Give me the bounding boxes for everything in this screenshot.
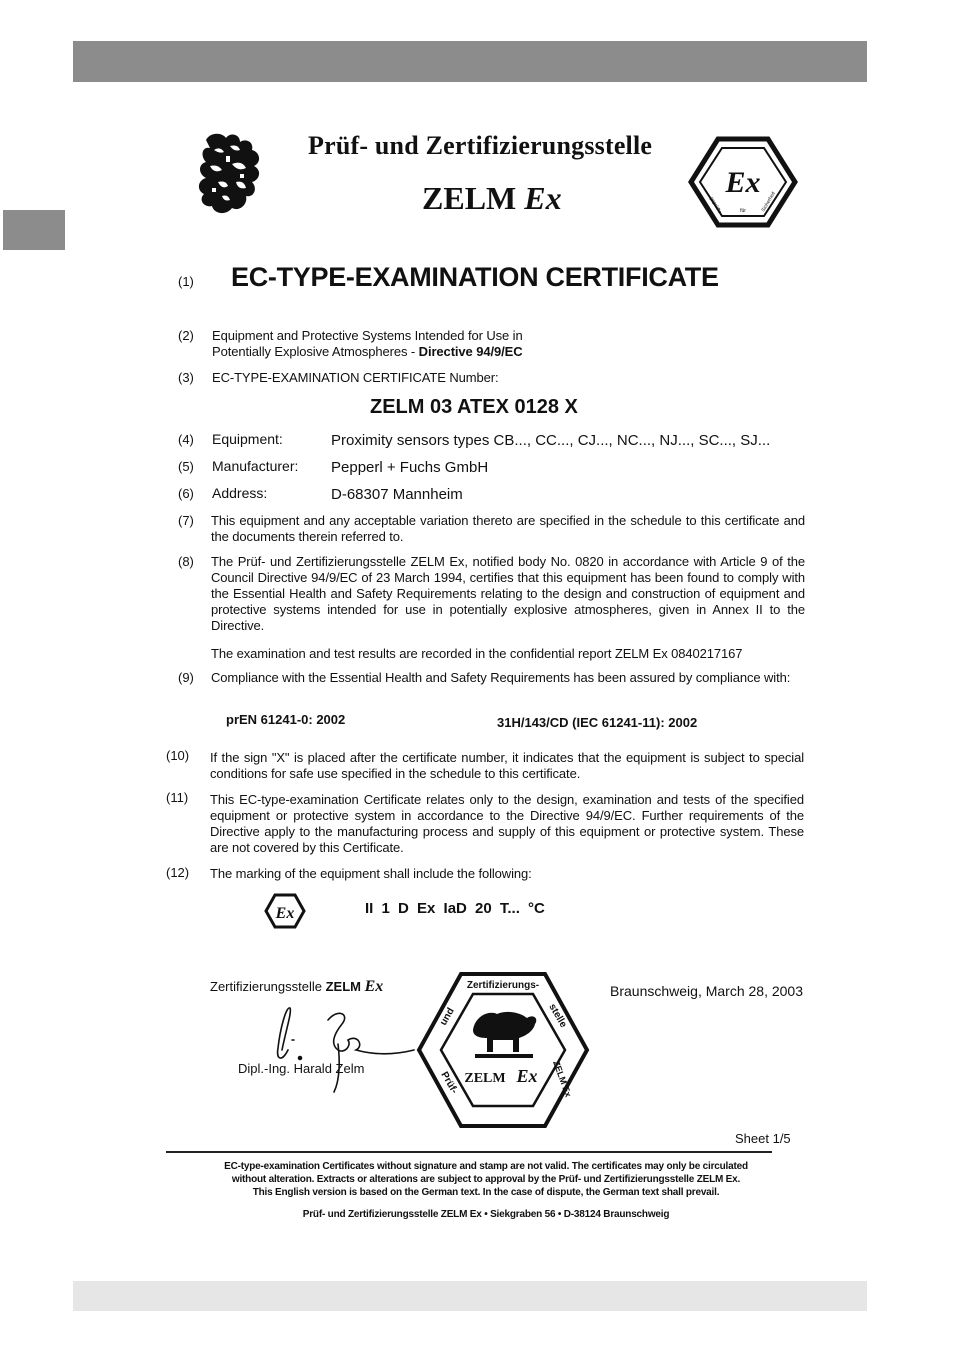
page-top-bar	[73, 41, 867, 82]
stamp-center-text: ZELM	[464, 1071, 506, 1086]
item-10-text: If the sign "X" is placed after the certificate number, it indicates that the equipment is subject to special conditions for safe use specified in the schedule to this certificate.	[210, 750, 804, 781]
manufacturer-label: Manufacturer:	[212, 458, 299, 474]
directive-reference: Directive 94/9/EC	[418, 344, 523, 359]
equipment-marking: II 1 D Ex IaD 20 T... °C	[365, 900, 545, 917]
sheet-number: Sheet 1/5	[735, 1131, 791, 1146]
item-number-9: (9)	[178, 670, 194, 685]
stamp-right-text: stelle	[546, 1002, 569, 1030]
ex-hexagon-logo-icon	[688, 136, 798, 228]
item-2-line-1: Equipment and Protective Systems Intended for Use in	[212, 328, 523, 343]
chapter-side-tab	[3, 210, 65, 250]
item-number-3: (3)	[178, 370, 194, 385]
item-3-text: EC-TYPE-EXAMINATION CERTIFICATE Number:	[212, 370, 499, 385]
item-9-text: Compliance with the Essential Health and Safety Requirements has been assured by compliance with:	[211, 670, 791, 685]
issuer-prefix: Zertifizierungsstelle	[210, 979, 326, 994]
ex-hexagon-ring-left: geprüfte	[708, 196, 723, 215]
ex-hexagon-ring-bottom: für	[740, 208, 746, 214]
issuer-title: Prüf- und Zertifizierungsstelle	[308, 131, 653, 160]
item-2-line-2	[212, 344, 523, 360]
stamp-top-text: Zertifizierungs-	[466, 980, 540, 991]
issuer-subtitle	[422, 180, 562, 217]
signatory-name: Dipl.-Ing. Harald Zelm	[238, 1061, 365, 1076]
item-12-text: The marking of the equipment shall include the following:	[210, 866, 532, 881]
item-number-8: (8)	[178, 554, 194, 569]
item-number-10: (10)	[166, 748, 190, 763]
ex-hexagon-text: Ex	[725, 166, 761, 199]
certificate-title: EC-TYPE-EXAMINATION CERTIFICATE	[231, 262, 719, 292]
issuer-signature-heading	[210, 978, 383, 996]
item-number-5: (5)	[178, 459, 194, 474]
issuer-name: ZELM	[325, 979, 361, 994]
equipment-label: Equipment:	[212, 431, 283, 447]
ex-mark-text: Ex	[524, 180, 562, 216]
ex-hexagon-ring-right: Sicherheit	[760, 190, 777, 213]
address-value: D-68307 Mannheim	[331, 486, 463, 503]
manufacturer-value: Pepperl + Fuchs GmbH	[331, 459, 489, 476]
ex-marking-hexagon-icon	[264, 893, 306, 929]
place-and-date: Braunschweig, March 28, 2003	[610, 983, 803, 999]
stamp-bottom-right-text: ZELM Ex	[551, 1059, 574, 1099]
stamp-bottom-left-text: Prüf-	[438, 1070, 460, 1096]
standard-2: 31H/143/CD (IEC 61241-11): 2002	[497, 715, 698, 730]
stamp-center-ex: Ex	[516, 1066, 538, 1086]
stamp-animal-figure	[473, 1012, 536, 1058]
item-2-line-2-text: Potentially Explosive Atmospheres -	[212, 344, 419, 359]
item-8-report: The examination and test results are recorded in the confidential report ZELM Ex 0840217167	[211, 646, 743, 661]
item-number-12: (12)	[166, 865, 190, 880]
handwritten-signature-icon	[268, 1000, 418, 1095]
address-label: Address:	[212, 485, 268, 501]
page-bottom-bar	[73, 1281, 867, 1311]
lion-crest-icon	[196, 130, 268, 220]
footer-note-3: This English version is based on the German text. In the case of dispute, the German text shall prevail.	[252, 1187, 720, 1198]
stamp-left-text: und	[438, 1006, 457, 1028]
official-stamp-icon	[415, 970, 591, 1130]
footer-note-2: without alteration. Extracts or alterations are subject to approval by the Prüf- und Zertifizierungsstelle ZELM Ex.	[231, 1174, 741, 1185]
footer-divider	[166, 1151, 772, 1153]
item-number-6: (6)	[178, 486, 194, 501]
item-11-text: This EC-type-examination Certificate relates only to the design, examination and tests of the specified equipment or protective system in accordance to the Directive 94/9/EC. Further requirements of the Directive apply to the manufacturing process and supply of this equipment or protective system. These are not covered by this Certificate.	[210, 792, 804, 855]
standard-1: prEN 61241-0: 2002	[226, 712, 346, 727]
item-8-text: The Prüf- und Zertifizierungsstelle ZELM Ex, notified body No. 0820 in accordance with Article 9 of the Council Directive 94/9/EC of 23 March 1994, certifies that this equipment has been found to comply with the Essential Health and Safety Requirements relating to the design and construction of equipment and protective systems intended for use in potentially explosive atmospheres, given in Annex II to the Directive.	[211, 554, 805, 633]
item-2-text	[212, 328, 523, 360]
item-number-7: (7)	[178, 513, 194, 528]
item-7-text: This equipment and any acceptable variation thereto are specified in the schedule to this certificate and the documents therein referred to.	[211, 513, 805, 544]
item-number-2: (2)	[178, 328, 194, 343]
equipment-value: Proximity sensors types CB..., CC..., CJ..., NC..., NJ..., SC..., SJ...	[331, 432, 771, 449]
footer-note-1: EC-type-examination Certificates without signature and stamp are not valid. The certificates may only be circulated	[224, 1161, 748, 1172]
item-number-11: (11)	[166, 790, 189, 805]
footer-address: Prüf- und Zertifizierungsstelle ZELM Ex • Siekgraben 56 • D-38124 Braunschweig	[302, 1209, 670, 1220]
issuer-ex: Ex	[364, 978, 384, 995]
issuer-subtitle-text: ZELM	[422, 180, 517, 216]
item-number-4: (4)	[178, 432, 194, 447]
ex-marking-text: Ex	[275, 905, 295, 922]
certificate-number: ZELM 03 ATEX 0128 X	[370, 396, 578, 418]
item-number-1: (1)	[178, 274, 194, 289]
